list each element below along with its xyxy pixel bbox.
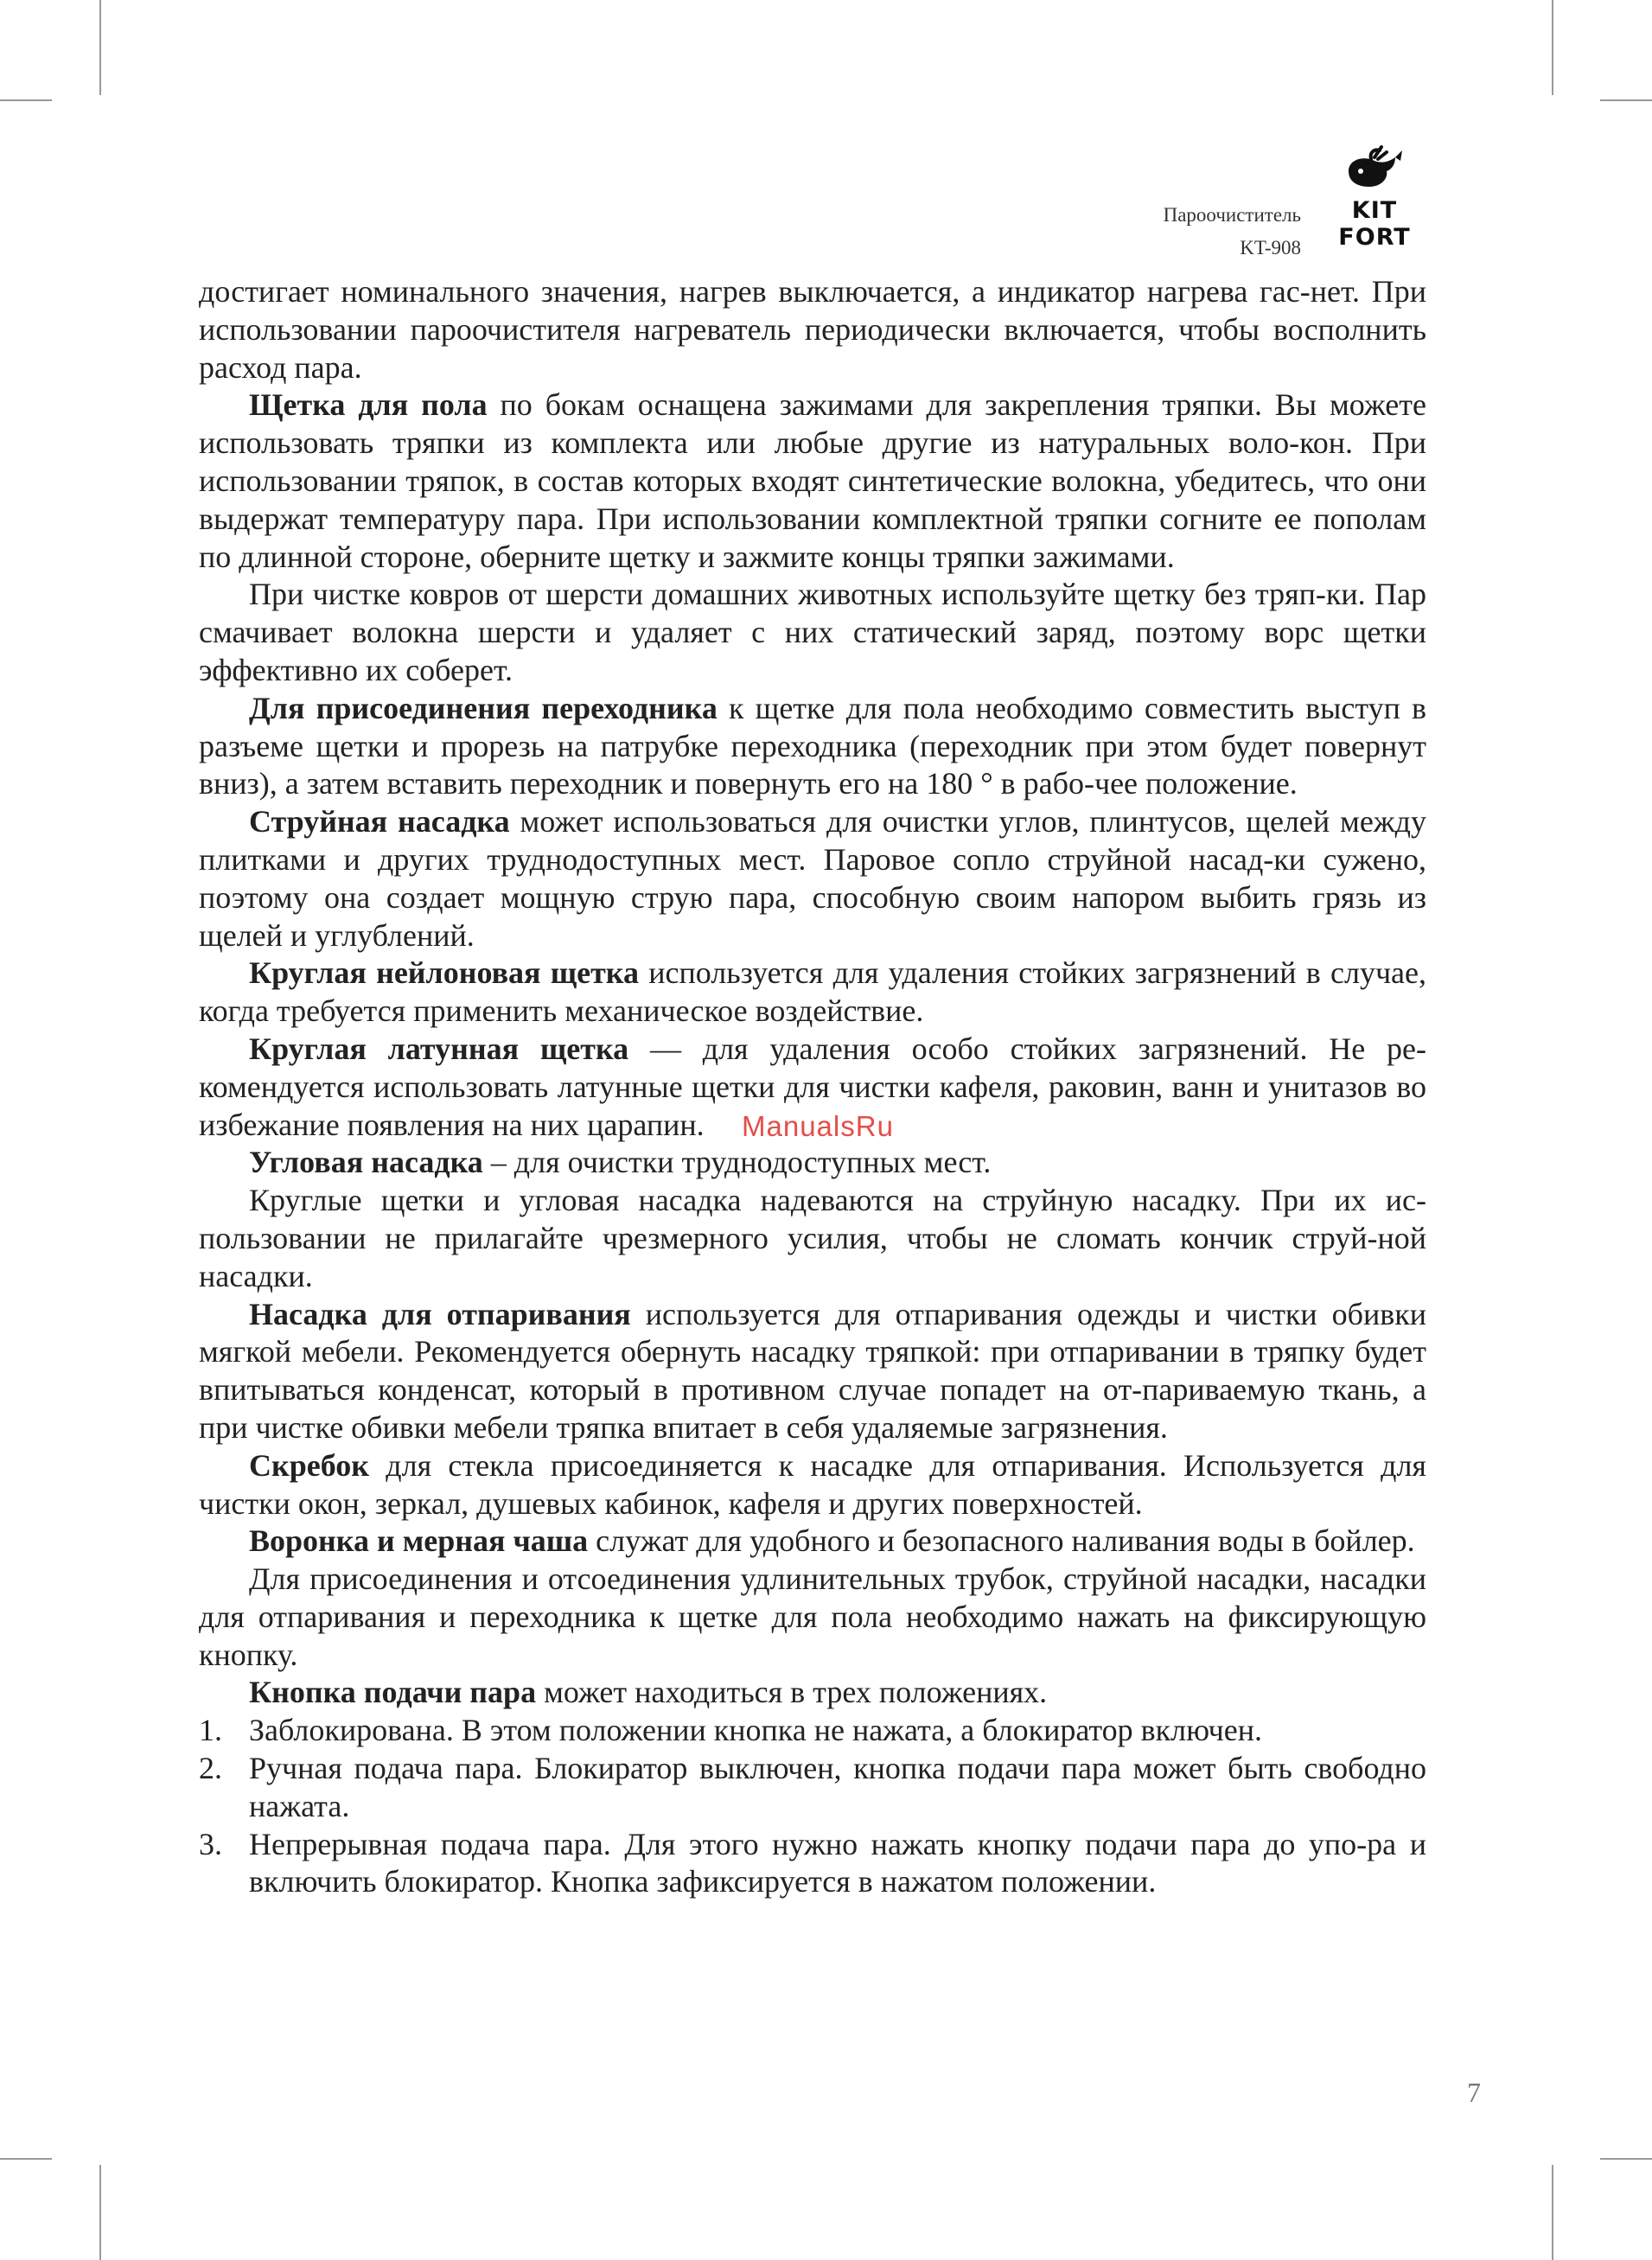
product-model: KT-908 — [1240, 237, 1301, 259]
steam-button-positions — [199, 1712, 1426, 1901]
list-item: 2. Ручная подача пара. Блокиратор выключен, кнопка подачи пара может быть свободно нажата. — [199, 1751, 1426, 1823]
whale-icon — [1345, 145, 1407, 194]
brand-logo — [1323, 137, 1435, 258]
crop-mark — [1552, 2165, 1553, 2260]
product-name — [1164, 199, 1301, 265]
paragraph: Насадка для отпаривания используется для отпаривания одежды и чистки обивки мягкой мебели. Рекомендуется обернуть насадку тряпкой: при отпаривании в тряпку будет впитываться конденсат, который в противном случае попадет на от-париваемую ткань, а при чистке обивки мебели тряпка впитает в себя удаляемые загрязнения. — [199, 1296, 1426, 1445]
paragraph: Для присоединения и отсоединения удлинительных трубок, струйной насадки, насадки для отпаривания и переходника к щетке для пола необходимо нажать на фиксирующую кнопку. — [199, 1561, 1426, 1672]
brand-line-fort: FORT — [1338, 224, 1411, 251]
watermark: ManualsRu — [742, 1110, 894, 1142]
paragraph: При чистке ковров от шерсти домашних животных используйте щетку без тряп-ки. Пар смачивает волокна шерсти и удаляет с них статический заряд, поэтому ворс щетки эффективно их соберет. — [199, 577, 1426, 687]
crop-mark — [1600, 2158, 1652, 2160]
crop-mark — [0, 2158, 52, 2160]
paragraph: Воронка и мерная чаша служат для удобного и безопасного наливания воды в бойлер. — [249, 1523, 1415, 1559]
paragraph: Кнопка подачи пара может находиться в трех положениях. — [249, 1675, 1048, 1710]
page-number: 7 — [1467, 2077, 1481, 2108]
paragraph: Скребок для стекла присоединяется к насадке для отпаривания. Используется для чистки окон, зеркал, душевых кабинок, кафеля и других поверхностей. — [199, 1447, 1426, 1521]
crop-mark — [99, 2165, 101, 2260]
paragraph: Круглая латунная щетка — для удаления особо стойких загрязнений. Не ре-комендуется использовать латунные щетки для чистки кафеля, раковин, ванн и унитазов во избежание появления на них царапин. — [199, 1031, 1427, 1142]
crop-mark — [1600, 99, 1652, 101]
paragraph: Круглые щетки и угловая насадка надеваются на струйную насадку. При их ис-пользовании не прилагайте чрезмерного усилия, чтобы не сломать кончик струй-ной насадки. — [199, 1183, 1426, 1293]
paragraph: Для присоединения переходника к щетке для пола необходимо совместить выступ в разъеме щетки и прорезь на патрубке переходника (переходник при этом будет повернут вниз), а затем вставить переходник и повернуть его на 180 ° в рабо-чее положение. — [199, 690, 1426, 801]
crop-mark — [1552, 0, 1553, 95]
paragraph: Круглая нейлоновая щетка используется для удаления стойких загрязнений в случае, когда требуется применить механическое воздействие. — [199, 955, 1426, 1029]
crop-mark — [0, 99, 52, 101]
page-header — [994, 137, 1435, 258]
paragraph: достигает номинального значения, нагрев выключается, а индикатор нагрева гас-нет. При использовании пароочистителя нагреватель периодически включается, чтобы восполнить расход пара. — [199, 274, 1426, 385]
brand-name — [1323, 197, 1426, 251]
list-item: 1. Заблокирована. В этом положении кнопка не нажата, а блокиратор включен. — [199, 1713, 1263, 1748]
brand-line-kit: KIT — [1351, 197, 1398, 224]
list-item: 3. Непрерывная подача пара. Для этого нужно нажать кнопку подачи пара до упо-ра и включить блокиратор. Кнопка зафиксируется в нажатом положении. — [199, 1826, 1426, 1899]
document-body — [199, 273, 1426, 1901]
crop-mark — [99, 0, 101, 95]
product-title: Пароочиститель — [1163, 204, 1301, 226]
paragraph: Струйная насадка может использоваться для очистки углов, плинтусов, щелей между плитками и других труднодоступных мест. Паровое сопло струйной насад-ки сужено, поэтому она создает мощную струю пара, способную своим напором выбить грязь из щелей и углублений. — [199, 804, 1426, 953]
paragraph: Угловая насадка – для очистки труднодоступных мест. — [249, 1145, 992, 1180]
paragraph: Щетка для пола по бокам оснащена зажимами для закрепления тряпки. Вы можете использовать тряпки из комплекта или любые другие из натуральных воло-кон. При использовании тряпок, в состав которых входят синтетические волокна, убедитесь, что они выдержат температуру пара. При использовании комплектной тряпки согните ее пополам по длинной стороне, оберните щетку и зажмите концы тряпки зажимами. — [199, 387, 1426, 574]
